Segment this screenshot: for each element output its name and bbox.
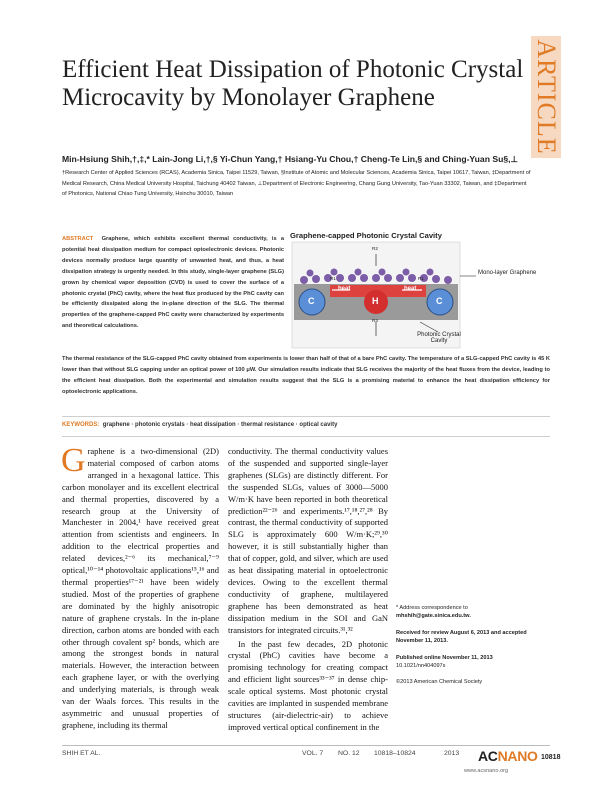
body-col1-text: raphene is a two-dimensional (2D) material composed of carbon atoms arranged in a hexagonal lattice. This carbon monolayer and its excellent electrical and thermal properties, discovered by a research group at the University of Manchester in 2004,¹ have received great attention from scientists and engineers. In addition to the electrical properties and related devices,²⁻⁶ its mechanical,⁷⁻⁹ optical,¹⁰⁻¹⁴ photovoltaic applications¹⁵,¹⁶ and thermal properties¹⁷⁻²¹ have been widely studied. Most of the properties of graphene are dominated by the highly anisotropic nature of graphene crystals. In the in-plane direction, carbon atoms are bonded with each other through covalent sp² bonds, which are among the strongest bonds in natural materials. However, the interaction between each graphene layer, or with the overlying and underlying materials, is through weak van der Waals forces. This results in the asymmetric and unusual properties of graphene, including its thermal (62, 446, 219, 730)
figure-label-r-top: R2 (372, 246, 378, 251)
page-number: 10818 (541, 754, 561, 761)
toc-figure (290, 232, 546, 350)
footer-volume: VOL. 7 (302, 750, 324, 757)
drop-cap: G (61, 442, 86, 479)
keywords (62, 422, 532, 428)
article-tab-label: ARTICLE (532, 39, 561, 155)
article-tab (531, 36, 561, 158)
figure-title: Graphene-capped Photonic Crystal Cavity (290, 231, 442, 240)
keywords-rule-bottom (62, 436, 550, 437)
published-date: Published online November 11, 2013 (396, 654, 493, 661)
author-list: Min-Hsiung Shih,†,‡,* Lain-Jong Li,†,§ Yi-Chun Yang,† Hsiang-Yu Chou,† Cheng-Te Lin,§ and Ching-Yuan Su§,⊥ (62, 154, 518, 164)
figure-label-r-bottom: R3 (372, 318, 378, 323)
doi[interactable]: 10.1021/nn404097s (396, 663, 446, 670)
abstract-text: Graphene, which exhibits excellent thermal conductivity, is a potential heat dissipation medium for compact optoelectronic devices. Photonic devices normally produce large quantity of unwanted heat, and thus, a heat dissipation strategy is urgently needed. In this study, single-layer graphene (SLG) grown by chemical vapor deposition (CVD) is used to cover the surface of a photonic crystal (PhC) cavity, where the heat flux produced by the PhC cavity can be efficiently dissipated along the in-plane direction of the SLG. The thermal properties of the graphene-capped PhC cavity were characterized by experiments and theoretical calculations. (62, 236, 284, 330)
footer-year: 2013 (444, 750, 460, 757)
figure-label-h: H (372, 296, 379, 306)
affiliations: †Research Center of Applied Sciences (RCAS), Academia Sinica, Taipei 11529, Taiwan, §Institute of Atomic and Molecular Sciences, Academia Sinica, Taipei 10617, Taiwan, ‡Department of Medical Research, China Medical University Hospital, Taichung 40402 Taiwan, ⊥Department of Electronic Engineering, Chang Gung University, Tao-Yuan 33302, Taiwan, and ‡Department of Photonics, National Chiao Tung University, Hsinchu 30010, Taiwan (62, 170, 531, 198)
figure-label-r-left: R1 (330, 276, 336, 281)
keywords-label: KEYWORDS: (62, 422, 100, 428)
figure-label-heat-left: heat (338, 286, 351, 292)
body-col2-paragraph-2: In the past few decades, 2D photonic crystal (PhC) cavities have become a promising technology for creating compact and efficient light sources³³⁻³⁷ in dense chip-scale optical systems. Most photonic crystal cavities are implanted in suspended membrane structures (air-dielectric-air) to achieve improved vertical optical confinement in the (228, 638, 388, 732)
keywords-rule-top (62, 416, 550, 417)
body-col2-paragraph-1: conductivity. The thermal conductivity values of the suspended and supported single-layer graphenes (SLGs) are distinctly different. For the suspended SLGs, values of 3000—5000 W/m·K have been reported in both theoretical prediction²²⁻²⁶ and experiments.¹⁷,¹⁸,²⁷,²⁸ By contrast, the thermal conductivity of supported SLG is approximately 600 W/m·K;²⁹,³⁰ however, it is still substantially higher than that of copper, gold, and silver, which are used as heat dissipating material in optoelectronic devices. Owing to the excellent thermal conductivity of graphene, multilayered graphene has been demonstrated as heat dissipation medium in the SOI and GaN transistors for integrated circuits.³¹,³² (228, 446, 388, 635)
footer-issue: NO. 12 (338, 750, 360, 757)
article-info (396, 604, 546, 687)
keywords-text: graphene · photonic crystals · heat dissipation · thermal resistance · optical cavity (102, 422, 338, 428)
figure-label-cavity: Photonic Crystal Cavity (417, 332, 461, 344)
body-column-1 (61, 442, 219, 732)
journal-logo (478, 748, 538, 764)
abstract-block (62, 234, 284, 332)
correspondence-email[interactable]: mhshih@gate.sinica.edu.tw. (396, 613, 471, 620)
figure-label-graphene: Mono-layer Graphene (478, 270, 537, 276)
correspondence-label: * Address correspondence to (396, 605, 468, 611)
body-column-2 (228, 446, 388, 734)
footer-rule (62, 745, 550, 746)
journal-logo-nano: NANO (497, 748, 538, 764)
received-date: Received for review August 6, 2013 and accepted November 11, 2013. (396, 629, 527, 645)
footer-pages: 10818–10824 (374, 750, 416, 757)
figure-label-c-right: C (436, 296, 443, 306)
figure-label-r-right: R1 (418, 276, 424, 281)
abstract-label: ABSTRACT (62, 236, 94, 242)
footer-authors: SHIH ET AL. (62, 750, 101, 757)
journal-url[interactable]: www.acsnano.org (464, 768, 509, 774)
copyright: ©2013 American Chemical Society (396, 679, 483, 686)
figure-label-heat-right: heat (404, 286, 417, 292)
figure-label-c-left: C (308, 296, 315, 306)
abstract-continued: The thermal resistance of the SLG-capped PhC cavity obtained from experiments is lower than half of that of a bare PhC cavity. The temperature of a SLG-capped PhC cavity is 45 K lower than that without SLG capping under an optical power of 100 μW. Our simulation results indicate that SLG receives the majority of the heat fluxes from the device, leading to the efficient heat dissipation. Both the experimental and simulation results suggest that the SLG is a promising material to enhance the heat dissipation efficiency for optoelectronic applications. (62, 356, 550, 395)
paper-title: Efficient Heat Dissipation of Photonic Crystal Microcavity by Monolayer Graphene (62, 56, 524, 111)
journal-logo-acs: AC (478, 748, 498, 764)
